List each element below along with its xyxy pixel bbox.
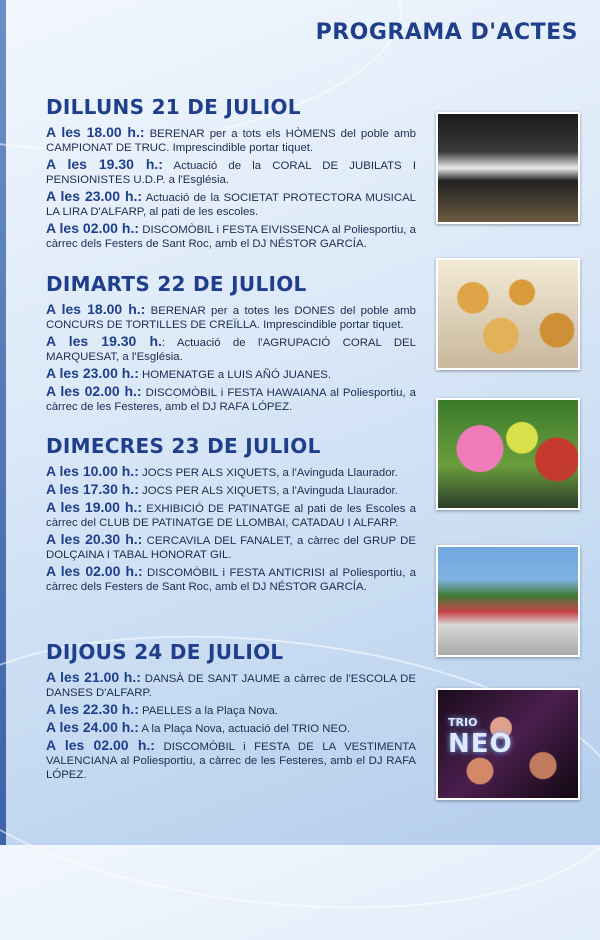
event-time: A les 20.30 h.:	[46, 531, 143, 547]
event-desc: PAELLES a la Plaça Nova.	[142, 705, 278, 717]
event-time: A les 18.00 h.:	[46, 124, 145, 140]
event-desc: Actuació de la SOCIETAT PROTECTORA MUSICAL LA LIRA D'ALFARP, al pati de les escoles.	[46, 192, 417, 218]
day-title: DIMECRES 23 DE JULIOL	[46, 434, 321, 458]
event-time: A les 17.30 h.:	[46, 481, 139, 497]
event-desc: DISCOMÒBIL i FESTA HAWAIANA al Poliesportiu, a càrrec de les Festeres, amb el DJ RAFA LÓPEZ.	[46, 387, 416, 413]
day-title: DILLUNS 21 DE JULIOL	[46, 95, 301, 119]
event-time: A les 19.30 h.:	[46, 156, 163, 172]
neo-logo-small: TRIO	[448, 716, 478, 729]
day-section-thursday	[46, 640, 416, 784]
event-desc: JOCS PER ALS XIQUETS, a l'Avinguda Llaurador.	[142, 467, 398, 479]
day-section-tuesday	[46, 272, 416, 416]
event-time: A les 10.00 h.:	[46, 463, 139, 479]
event-time: A les 02.00 h.:	[46, 220, 140, 236]
event-desc: EXHIBICIÓ DE PATINATGE al pati de les Escoles a càrrec del CLUB DE PATINATGE DE LLOMBAI, CATADAU I ALFARP.	[46, 503, 417, 529]
event-time: A les 02.00 h.:	[46, 563, 143, 579]
event-item	[46, 738, 416, 782]
event-time: A les 02.00 h.:	[46, 737, 155, 753]
event-desc: BERENAR per a tots els HÒMENS del poble amb CAMPIONAT DE TRUC. Imprescindible portar tiquet.	[46, 128, 416, 154]
event-time: A les 18.00 h.:	[46, 301, 146, 317]
kids-games-photo	[436, 398, 580, 510]
event-item	[46, 702, 416, 718]
event-time: A les 02.00 h.:	[46, 383, 142, 399]
event-item	[46, 500, 416, 530]
event-time: A les 22.30 h.:	[46, 701, 139, 717]
event-item	[46, 157, 416, 187]
event-time: A les 23.00 h.:	[46, 365, 139, 381]
event-desc: Actuació de la CORAL DE JUBILATS I PENSIONISTES U.D.P. a l'Església.	[46, 160, 416, 186]
trio-neo-logo	[448, 716, 513, 759]
event-item	[46, 464, 416, 480]
trio-neo-photo	[436, 688, 580, 800]
event-item	[46, 720, 416, 736]
choir-photo	[436, 112, 580, 224]
event-desc: DANSÀ DE SANT JAUME a càrrec de l'ESCOLA DE DANSES D'ALFARP.	[46, 673, 417, 699]
event-item	[46, 221, 416, 251]
page-title: PROGRAMA D'ACTES	[315, 20, 578, 45]
event-item	[46, 302, 416, 332]
event-desc: BERENAR per a totes les DONES del poble amb CONCURS DE TORTILLES DE CREÏLLA. Imprescindible portar tiquet.	[46, 305, 417, 331]
event-time: A les 19.30 h.	[46, 333, 162, 349]
event-time: A les 24.00 h.:	[46, 719, 139, 735]
event-desc: JOCS PER ALS XIQUETS, a l'Avinguda Llaurador.	[142, 485, 398, 497]
event-time: A les 19.00 h.:	[46, 499, 142, 515]
event-time: A les 21.00 h.:	[46, 669, 141, 685]
event-item	[46, 125, 416, 155]
day-section-monday	[46, 95, 416, 253]
event-item	[46, 384, 416, 414]
event-item	[46, 564, 416, 594]
event-time: A les 23.00 h.:	[46, 188, 143, 204]
event-desc: DISCOMÒBIL i FESTA DE LA VESTIMENTA VALENCIANA al Poliesportiu, a càrrec de les Festeres, amb el DJ RAFA LÓPEZ.	[46, 741, 417, 781]
event-desc: : Actuació de l'AGRUPACIÓ CORAL DEL MARQUESAT, a l'Església.	[46, 337, 416, 363]
event-desc: DISCOMÒBIL i FESTA ANTICRISI al Poliesportiu, a càrrec dels Festers de Sant Roc, amb el DJ NÉSTOR GARCÍA.	[46, 567, 416, 593]
event-item	[46, 366, 416, 382]
event-item	[46, 189, 416, 219]
event-desc: HOMENATGE a LUIS AÑÓ JUANES.	[142, 369, 332, 381]
day-section-wednesday	[46, 434, 416, 596]
skating-group-photo	[436, 545, 580, 657]
neo-logo-big: NEO	[448, 729, 513, 759]
day-title: DIMARTS 22 DE JULIOL	[46, 272, 307, 296]
event-desc: CERCAVILA DEL FANALET, a càrrec del GRUP DE DOLÇAINA I TABAL HONORAT GIL.	[46, 535, 417, 561]
event-item	[46, 670, 416, 700]
event-item	[46, 482, 416, 498]
day-title: DIJOUS 24 DE JULIOL	[46, 640, 284, 664]
tortilla-photo	[436, 258, 580, 370]
event-desc: DISCOMÒBIL i FESTA EIVISSENCA al Poliesportiu, a càrrec dels Festers de Sant Roc, amb el DJ NÉSTOR GARCÍA.	[46, 224, 417, 250]
event-item	[46, 334, 416, 364]
event-item	[46, 532, 416, 562]
event-desc: A la Plaça Nova, actuació del TRIO NEO.	[141, 723, 351, 735]
